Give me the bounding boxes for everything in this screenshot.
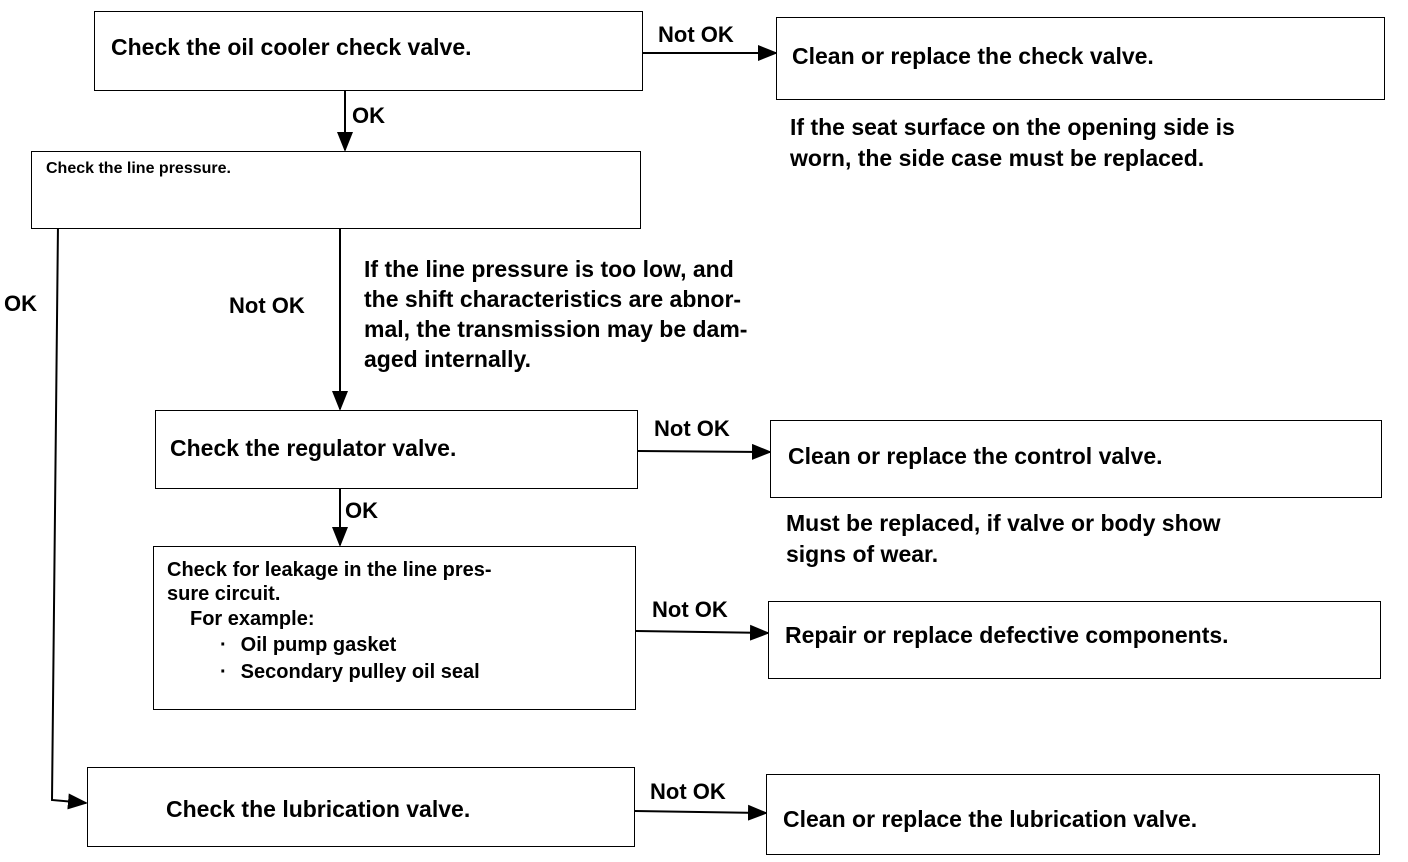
leakage-item1-text: Oil pump gasket [240,634,397,656]
box-oil-cooler-text: Check the oil cooler check valve. [111,34,472,60]
box-check-valve-fix-text: Clean or replace the check valve. [792,43,1154,69]
label-ok-1: OK [352,103,385,128]
leakage-line1: Check for leakage in the line pres- [167,559,492,581]
box-line-pressure [31,151,641,229]
box-leakage-check [153,546,636,710]
note-seat-surface [790,112,1235,174]
arrow-line-pressure-ok [52,224,86,803]
bullet-icon: · [220,661,227,683]
label-not-ok-2: Not OK [229,293,305,318]
note-line-pressure-line1: If the line pressure is too low, and [364,256,734,282]
label-not-ok-4: Not OK [652,597,728,622]
note-seat-surface-line1: If the seat surface on the opening side is [790,114,1235,140]
box-control-valve-fix-text: Clean or replace the control valve. [788,443,1163,469]
box-lubrication-fix-text: Clean or replace the lubrication valve. [783,806,1198,832]
arrow-lubrication-not-ok [635,811,766,813]
box-regulator-valve [155,410,638,489]
box-defective-fix-text: Repair or replace defective components. [785,622,1229,648]
box-lubrication-valve [87,767,635,847]
box-clean-replace-lubrication-valve [766,774,1380,855]
note-valve-wear-line1: Must be replaced, if valve or body show [786,510,1221,536]
note-valve-wear-line2: signs of wear. [786,541,939,567]
box-regulator-text: Check the regulator valve. [170,435,457,461]
leakage-item2 [220,661,480,684]
box-oil-cooler-check-valve [94,11,643,91]
leakage-line3: For example: [190,608,315,630]
label-not-ok-5: Not OK [650,779,726,804]
label-ok-2: OK [345,498,378,523]
arrow-leakage-not-ok [636,631,768,633]
box-line-pressure-text: Check the line pressure. [46,160,231,177]
note-line-pressure-line3: mal, the transmission may be dam- [364,316,748,342]
note-line-pressure-low [364,254,747,374]
note-line-pressure-line4: aged internally. [364,346,532,372]
note-line-pressure-line2: the shift characteristics are abnor- [364,286,742,312]
bullet-icon: · [220,634,227,656]
box-clean-replace-control-valve [770,420,1382,498]
note-valve-wear [786,508,1221,570]
label-ok-left: OK [4,291,37,316]
label-not-ok-1: Not OK [658,22,734,47]
label-not-ok-3: Not OK [654,416,730,441]
box-repair-replace-components [768,601,1381,679]
leakage-item2-text: Secondary pulley oil seal [240,661,480,683]
note-seat-surface-line2: worn, the side case must be replaced. [790,145,1205,171]
box-clean-replace-check-valve [776,17,1385,100]
leakage-item1 [220,634,396,657]
arrow-regulator-not-ok [638,451,770,452]
box-lubrication-text: Check the lubrication valve. [166,796,471,822]
leakage-line2: sure circuit. [167,583,281,605]
